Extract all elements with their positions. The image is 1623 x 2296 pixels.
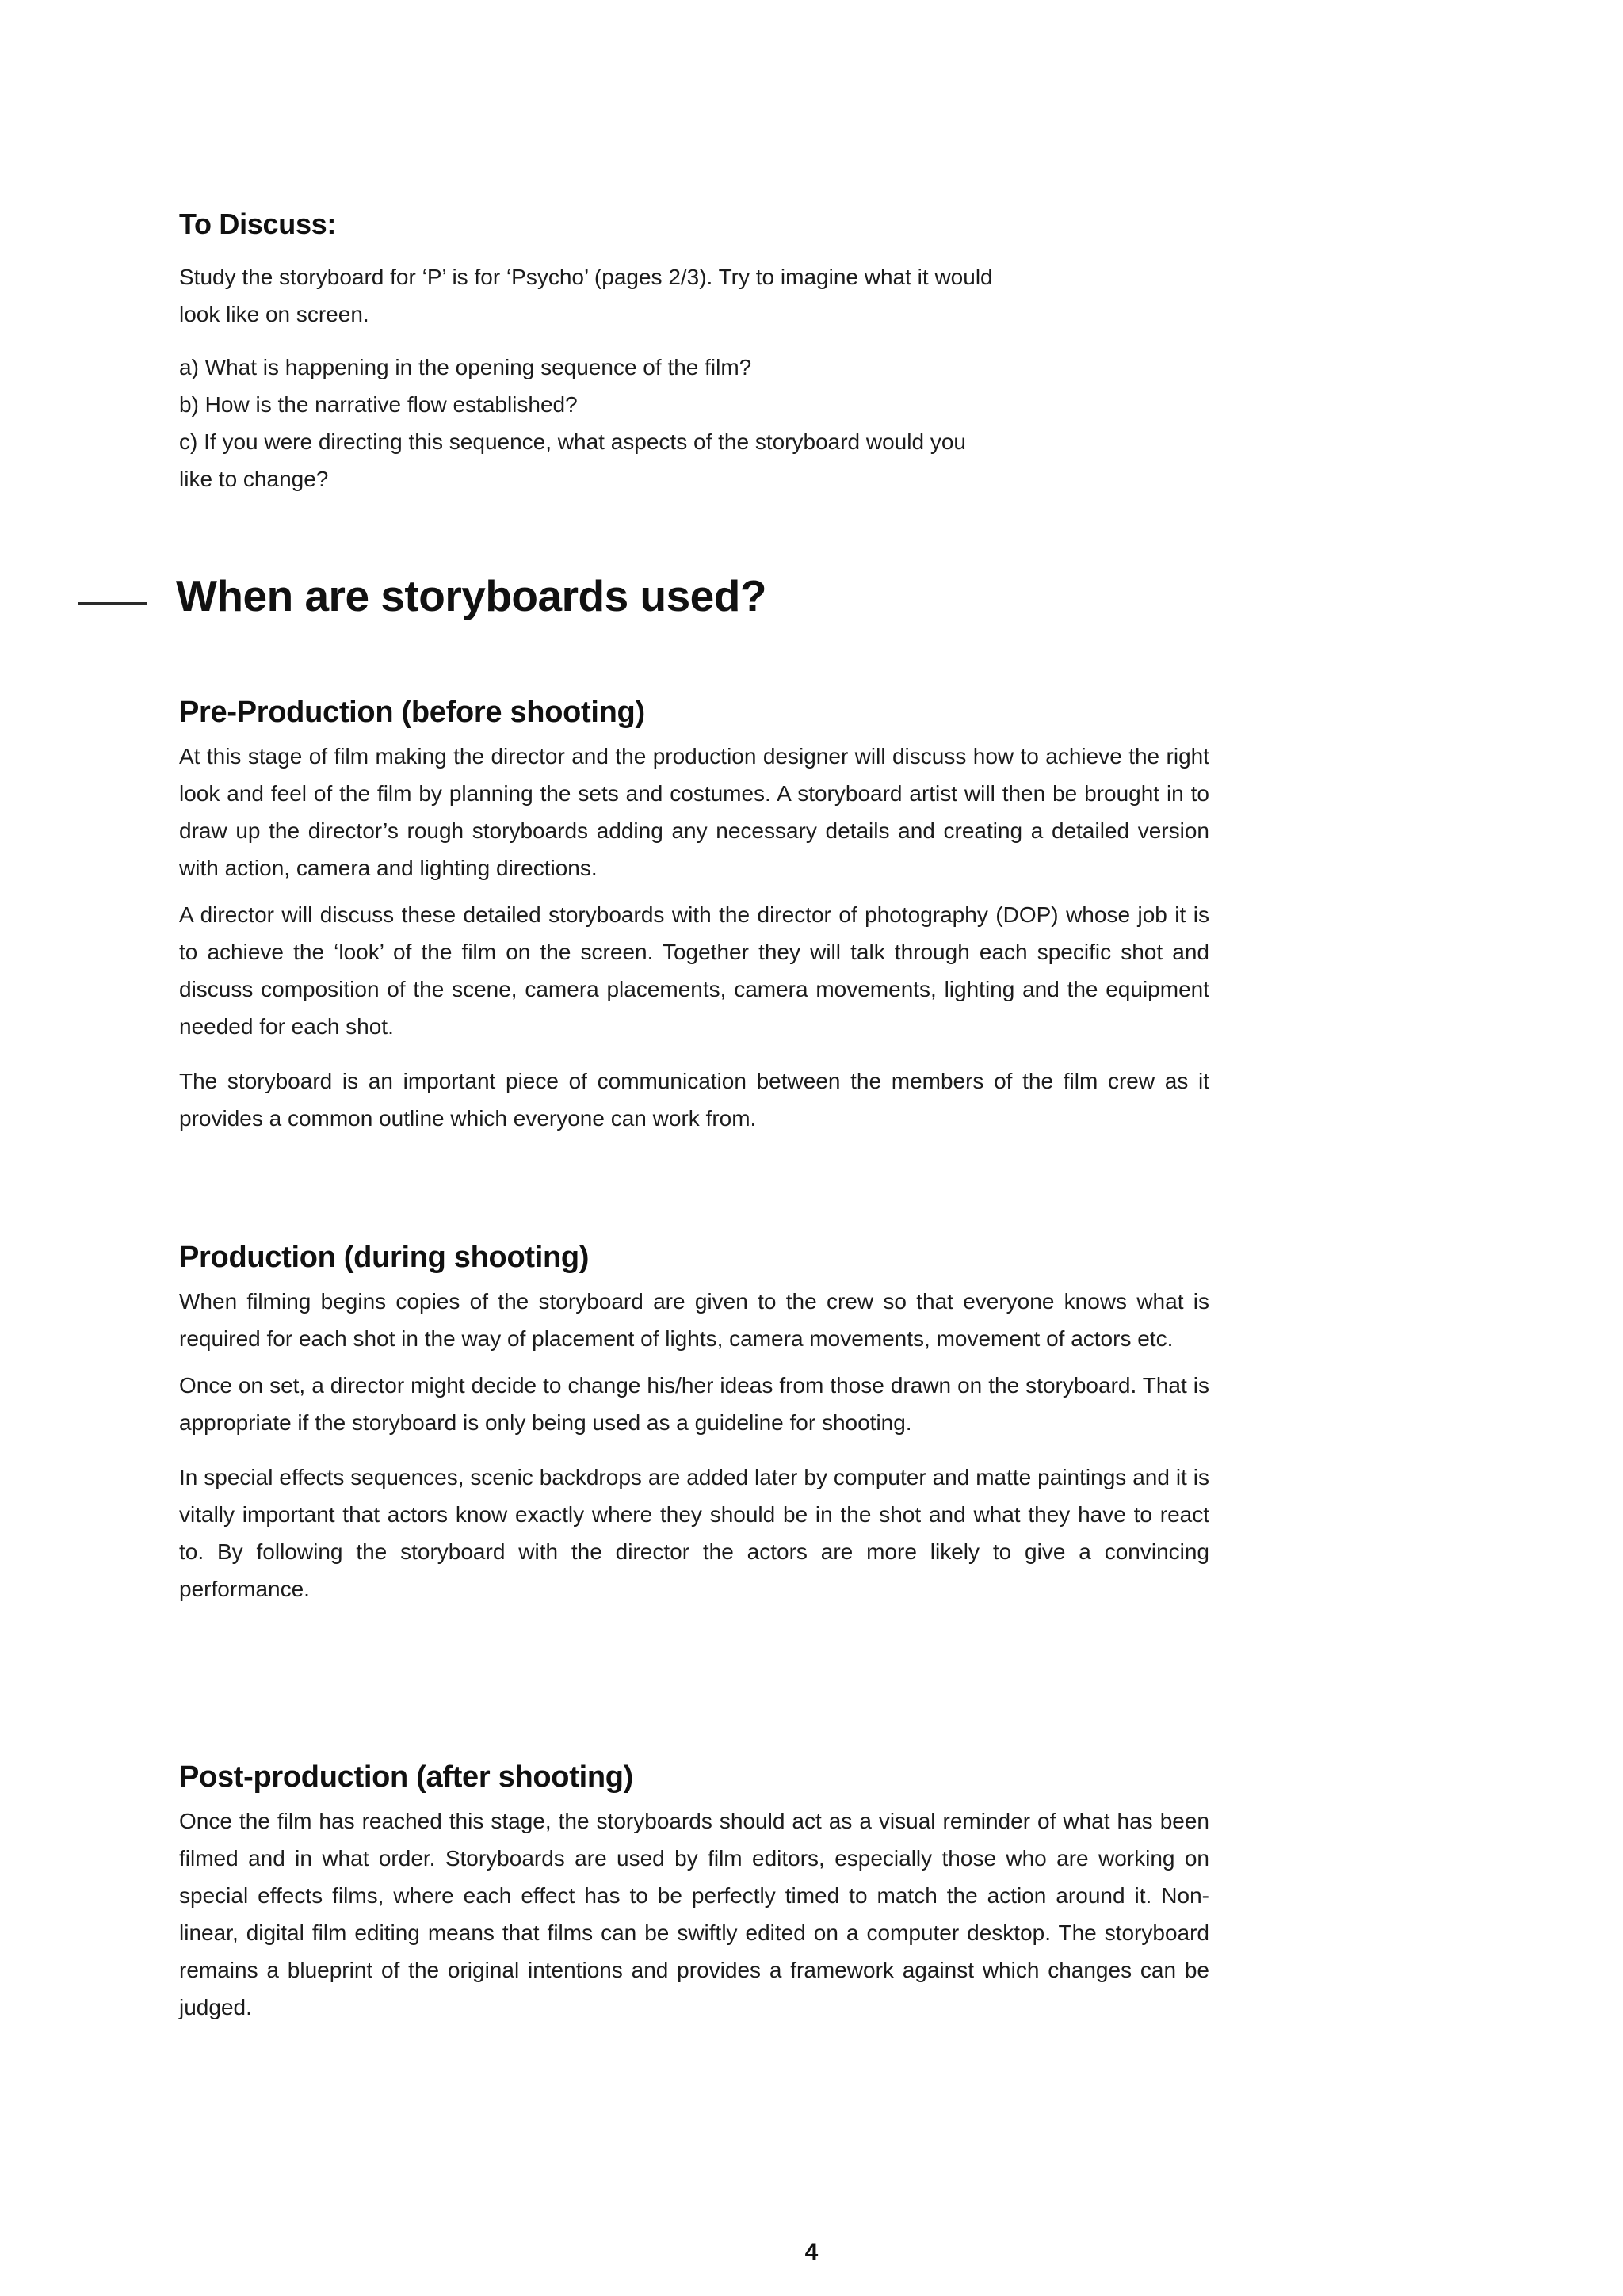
discuss-question: c) If you were directing this sequence, what aspects of the storyboard would you <box>179 429 966 454</box>
preproduction-paragraph: The storyboard is an important piece of communication between the members of the film crew as it provides a common outline which everyone can work from. <box>179 1069 1209 1131</box>
production-heading: Production (during shooting) <box>179 1241 590 1274</box>
preproduction-heading: Pre-Production (before shooting) <box>179 696 645 729</box>
discuss-question: like to change? <box>179 467 329 491</box>
discuss-question: b) How is the narrative flow established? <box>179 392 578 417</box>
postproduction-section <box>179 1760 1209 2026</box>
production-paragraph: When filming begins copies of the storyboard are given to the crew so that everyone knows what is required for each shot in the way of placement of lights, camera movements, movement of actors etc. <box>179 1289 1209 1351</box>
discuss-heading: To Discuss: <box>179 208 337 240</box>
production-section <box>179 1241 1209 1608</box>
preproduction-section <box>179 696 1209 1137</box>
postproduction-paragraph: Once the film has reached this stage, the storyboards should act as a visual reminder of what has been filmed and in what order. Storyboards are used by film editors, especially those who are working on special effects films, where each effect has to be perfectly timed to match the action around it. Non-linear, digital film editing means that films can be swiftly edited on a computer desktop. The storyboard remains a blueprint of the original intentions and provides a framework against which changes can be judged. <box>179 1809 1209 2019</box>
discuss-intro-line: Study the storyboard for ‘P’ is for ‘Psycho’ (pages 2/3). Try to imagine what it would <box>179 265 993 289</box>
discuss-section <box>179 208 1209 498</box>
preproduction-paragraph: At this stage of film making the director and the production designer will discuss how to achieve the right look and feel of the film by planning the sets and costumes. A storyboard artist will then be brought in to draw up the director’s rough storyboards adding any necessary details and creating a detailed version with action, camera and lighting directions. <box>179 744 1209 880</box>
production-paragraph: Once on set, a director might decide to change his/her ideas from those drawn on the storyboard. That is appropriate if the storyboard is only being used as a guideline for shooting. <box>179 1373 1209 1435</box>
postproduction-heading: Post-production (after shooting) <box>179 1760 633 1794</box>
discuss-question: a) What is happening in the opening sequence of the film? <box>179 355 752 379</box>
preproduction-paragraph: A director will discuss these detailed storyboards with the director of photography (DOP) whose job it is to achieve the ‘look’ of the film on the screen. Together they will talk through each specific shot and discuss composition of the scene, camera placements, camera movements, lighting and the equipment needed for each shot. <box>179 902 1209 1039</box>
discuss-intro-line: look like on screen. <box>179 302 369 326</box>
page-number: 4 <box>804 2239 819 2265</box>
production-paragraph: In special effects sequences, scenic backdrops are added later by computer and matte paintings and it is vitally important that actors know exactly where they should be in the shot and what they have to react to. By following the storyboard with the director the actors are more likely to give a convincing performance. <box>179 1465 1209 1601</box>
title-rule <box>78 602 147 605</box>
section-title: When are storyboards used? <box>176 571 766 620</box>
